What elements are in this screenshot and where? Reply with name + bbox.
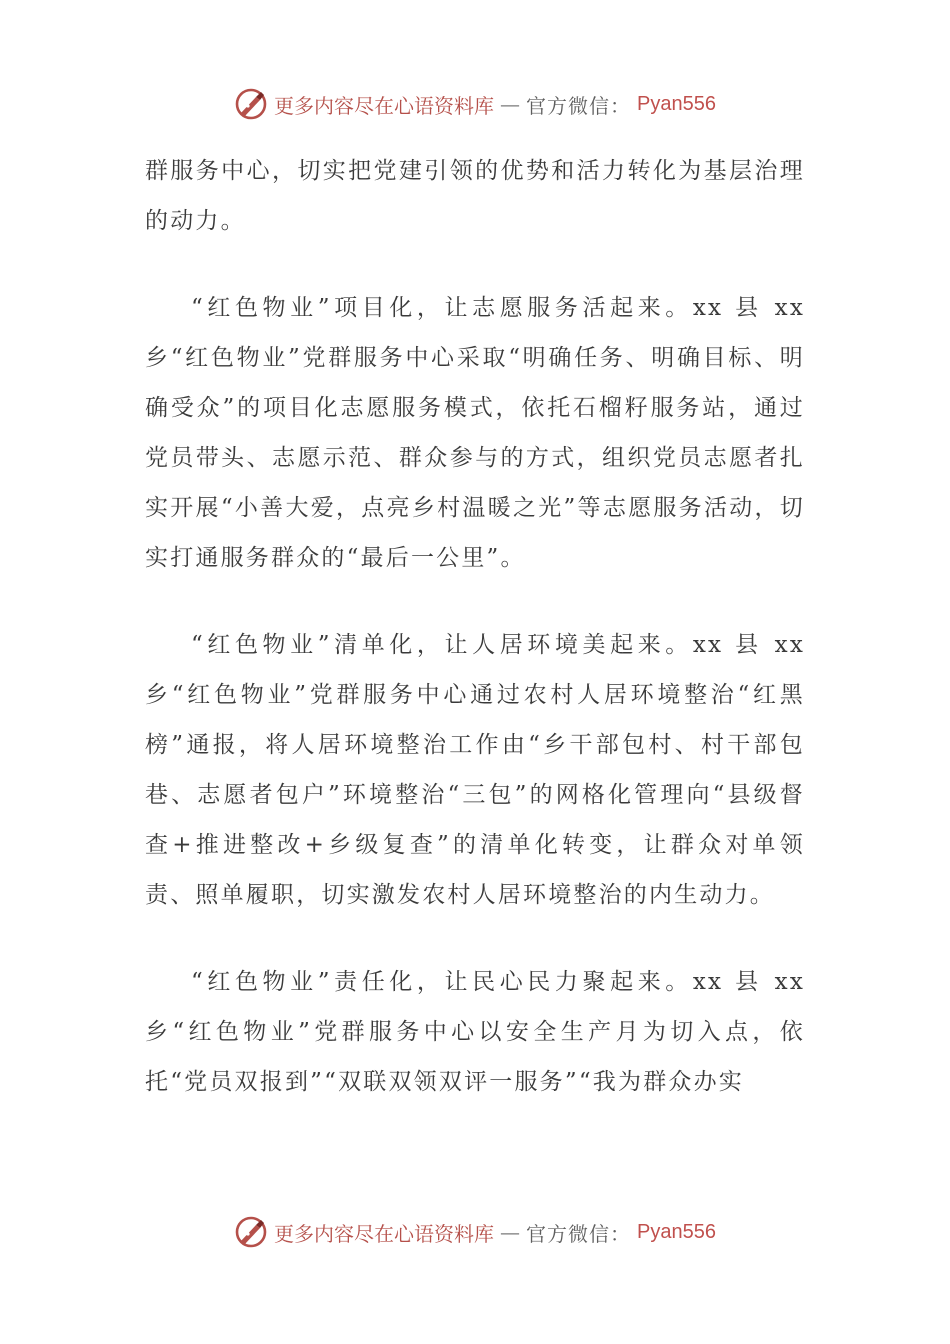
banner-official-label: 官方微信： — [526, 93, 632, 118]
banner-official-label: 官方微信： — [526, 1221, 632, 1246]
paragraph-responsibility: “红色物业”责任化，让民心民力聚起来。xx 县 xx 乡“红色物业”党群服务中心以安全生产月为切入点，依托“党员双报到”“双联双领双评一服务”“我为群众办实 — [145, 969, 805, 1095]
paragraph-continuation: 群服务中心，切实把党建引领的优势和活力转化为基层治理的动力。 — [145, 158, 805, 234]
pen-logo-icon — [234, 87, 268, 121]
banner-site-text: 更多内容尽在心语资料库 — [274, 1221, 495, 1246]
banner-dash: — — [500, 92, 521, 116]
banner-dash: — — [500, 1220, 521, 1244]
paragraph-project: “红色物业”项目化，让志愿服务活起来。xx 县 xx 乡“红色物业”党群服务中心采取“明确任务、明确目标、明确受众”的项目化志愿服务模式，依托石榴籽服务站，通过党员带头、志愿示范、群众参与的方式，组织党员志愿者扎实开展“小善大爱，点亮乡村温暖之光”等志愿服务活动，切实打通服务群众的“最后一公里”。 — [145, 295, 805, 571]
document-body — [145, 146, 805, 1144]
footer-banner — [0, 1212, 950, 1252]
pen-logo-icon — [234, 1215, 268, 1249]
header-banner — [0, 84, 950, 124]
paragraph-checklist: “红色物业”清单化，让人居环境美起来。xx 县 xx 乡“红色物业”党群服务中心通过农村人居环境整治“红黑榜”通报，将人居环境整治工作由“乡干部包村、村干部包巷、志愿者包户”环境整治“三包”的网格化管理向“县级督查+推进整改+乡级复查”的清单化转变，让群众对单领责、照单履职，切实激发农村人居环境整治的内生动力。 — [145, 632, 805, 908]
banner-wechat-id: Pyan556 — [637, 92, 716, 115]
banner-wechat-id: Pyan556 — [637, 1220, 716, 1243]
banner-site-text: 更多内容尽在心语资料库 — [274, 93, 495, 118]
